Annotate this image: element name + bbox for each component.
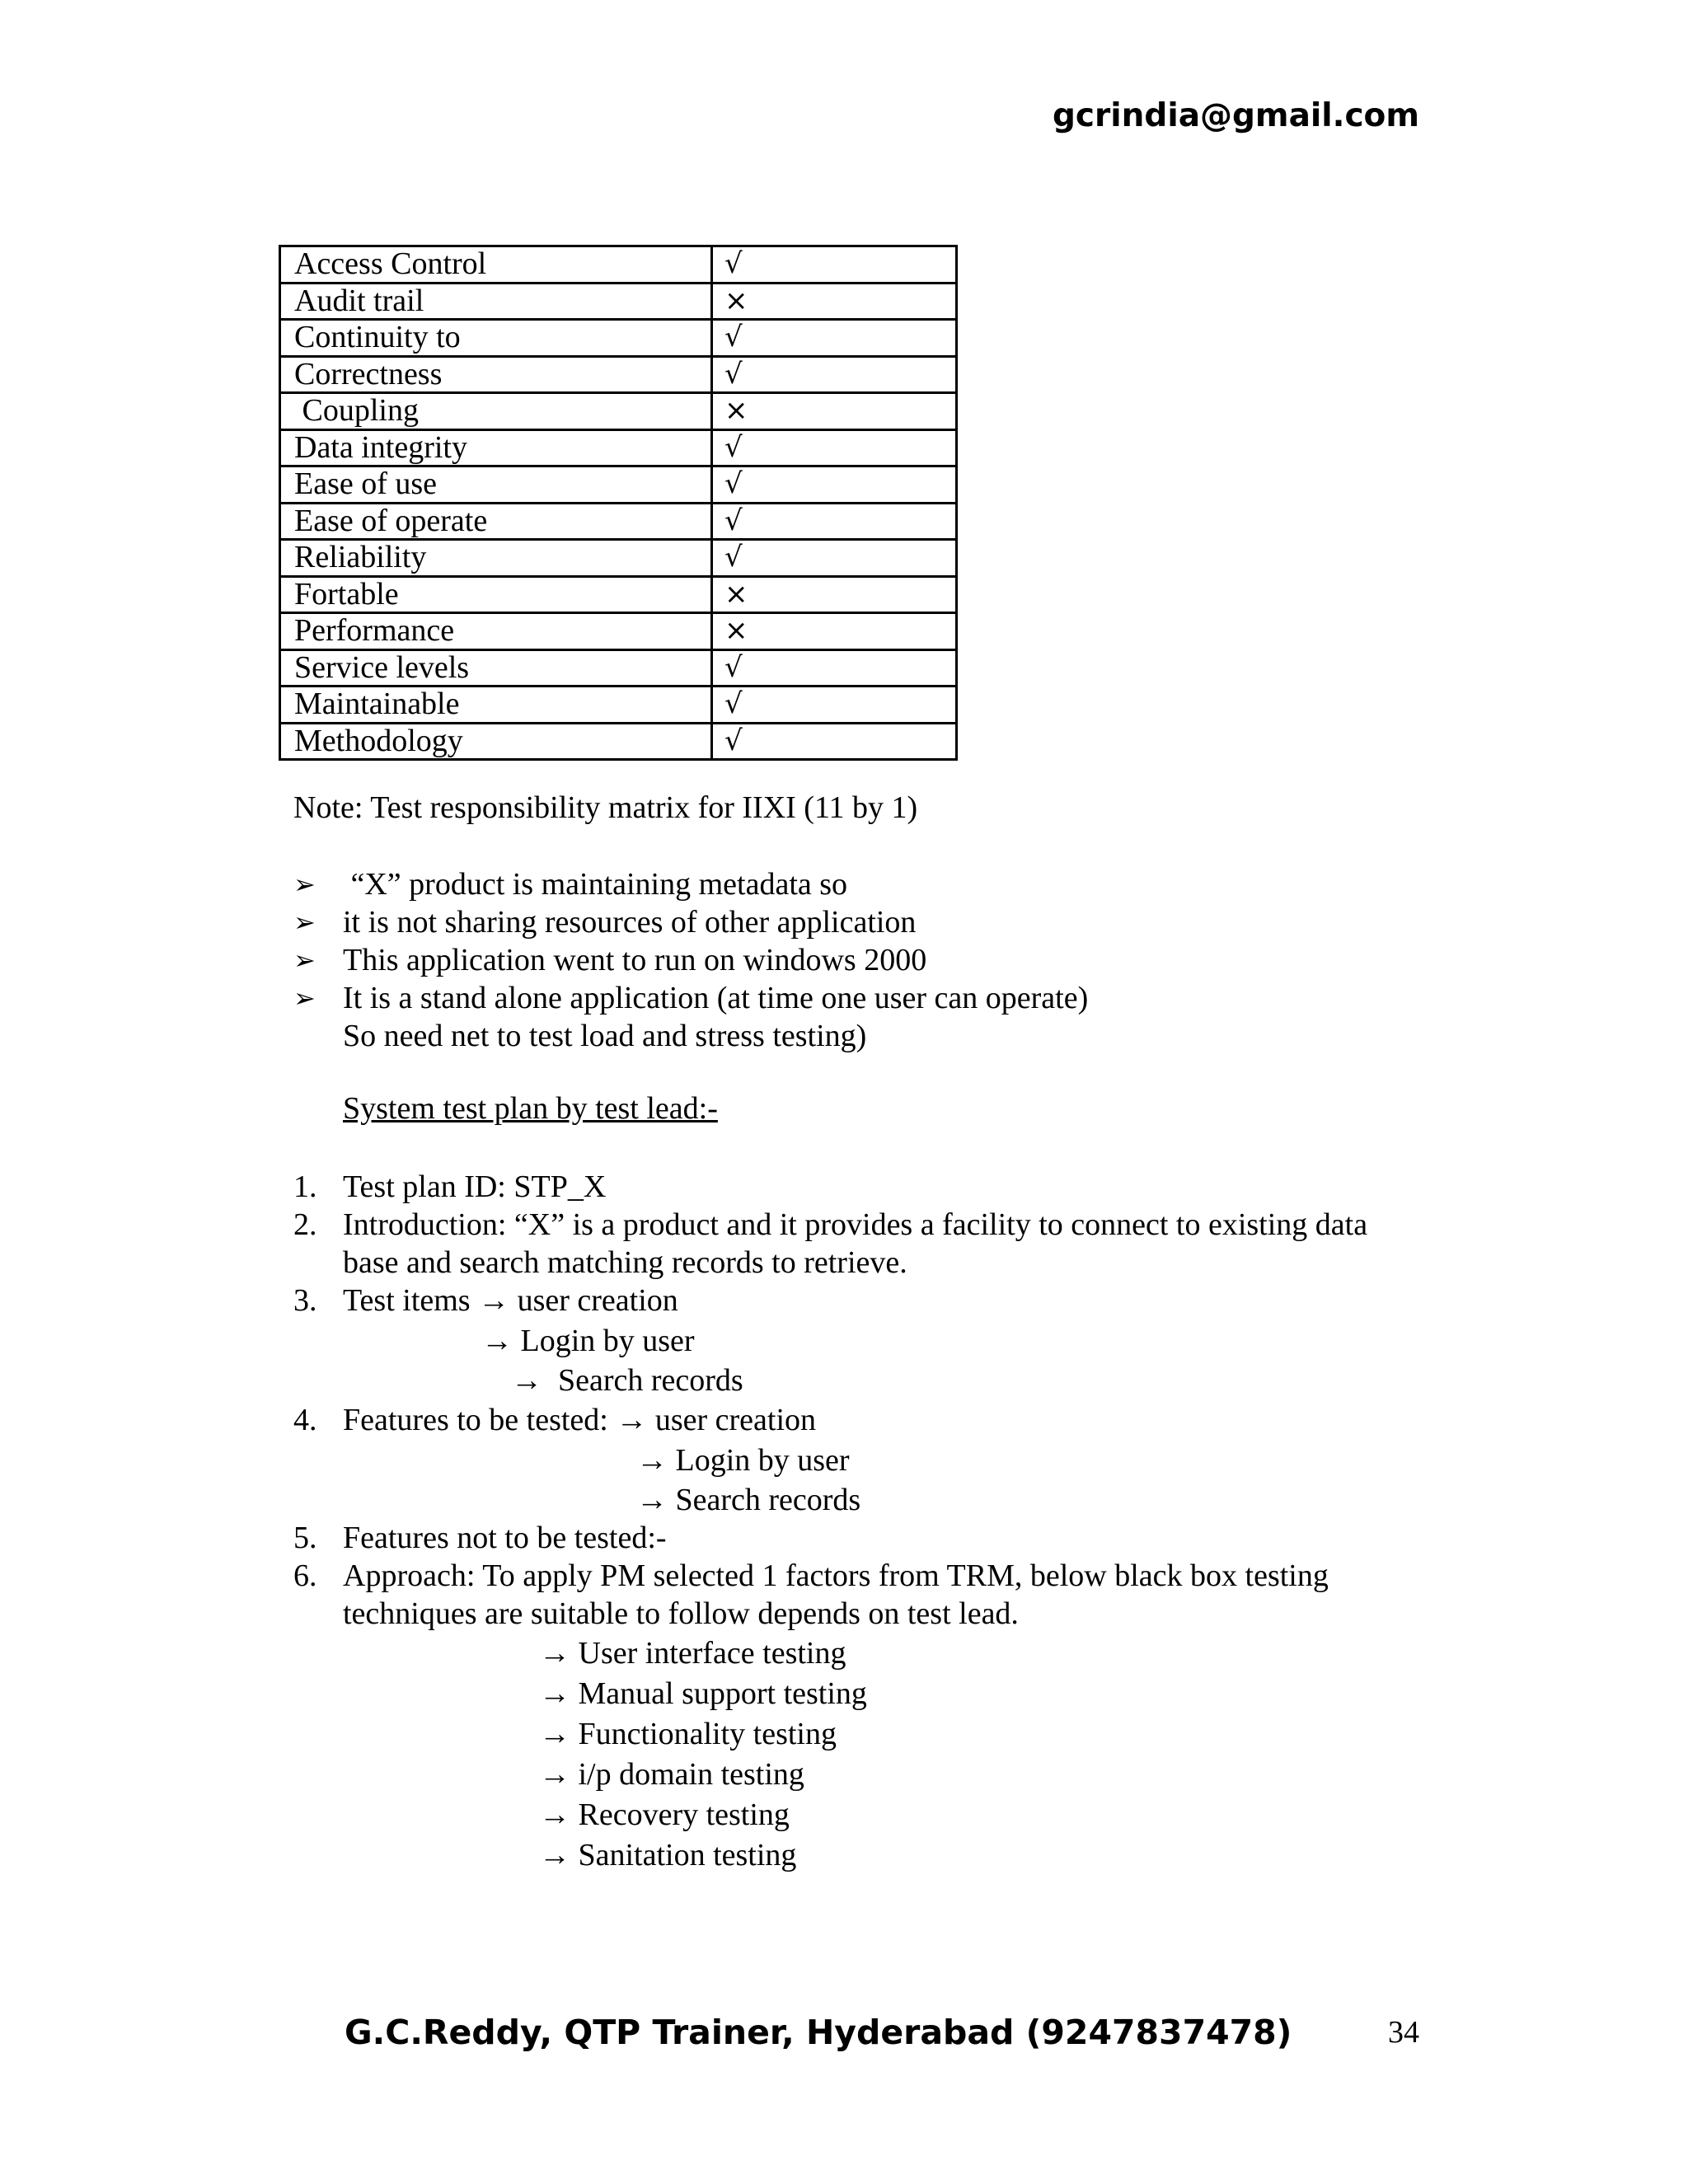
factor-cell: Ease of use <box>280 466 712 504</box>
factor-cell: Fortable <box>280 576 712 613</box>
test-responsibility-matrix <box>279 245 958 761</box>
table-row <box>280 687 957 724</box>
factor-cell: Reliability <box>280 540 712 577</box>
table-row <box>280 356 957 393</box>
mark-cell: √ <box>712 503 957 540</box>
technique-item: → Functionality testing <box>539 1717 837 1751</box>
mark-cell: × <box>712 613 957 650</box>
table-row <box>280 576 957 613</box>
factor-cell: Data integrity <box>280 429 712 466</box>
item-number: 4. <box>293 1403 317 1437</box>
plan-item-text: Features not to be tested:- <box>343 1521 667 1555</box>
mark-cell: √ <box>712 687 957 724</box>
mark-cell: √ <box>712 466 957 504</box>
factor-cell: Correctness <box>280 356 712 393</box>
factor-cell: Service levels <box>280 649 712 687</box>
table-row <box>280 429 957 466</box>
table-row <box>280 283 957 320</box>
mark-cell: √ <box>712 429 957 466</box>
technique-item: → Sanitation testing <box>539 1838 797 1872</box>
arrow-bullet-icon: ➢ <box>293 907 316 938</box>
mark-cell: × <box>712 576 957 613</box>
arrow-bullet-icon: ➢ <box>293 869 316 900</box>
table-row <box>280 613 957 650</box>
list-item <box>293 941 1088 979</box>
section-heading: System test plan by test lead:- <box>343 1091 718 1126</box>
mark-cell: × <box>712 283 957 320</box>
technique-item: → Manual support testing <box>539 1676 867 1711</box>
bullet-text: It is a stand alone application (at time one user can operate) <box>343 981 1089 1015</box>
table-row <box>280 723 957 760</box>
technique-item: → User interface testing <box>539 1636 846 1671</box>
table-row <box>280 246 957 284</box>
mark-cell: √ <box>712 356 957 393</box>
factor-cell: Performance <box>280 613 712 650</box>
mark-cell: √ <box>712 649 957 687</box>
mark-cell: √ <box>712 540 957 577</box>
header-email: gcrindia@gmail.com <box>1053 97 1419 134</box>
factor-cell: Methodology <box>280 723 712 760</box>
factor-cell: Access Control <box>280 246 712 284</box>
mark-cell: × <box>712 393 957 430</box>
factor-cell: Audit trail <box>280 283 712 320</box>
plan-sub-item: → Search records <box>636 1483 861 1517</box>
factor-cell: Continuity to <box>280 320 712 357</box>
plan-item-text: techniques are suitable to follow depends on test lead. <box>343 1596 1019 1631</box>
mark-cell: √ <box>712 320 957 357</box>
factor-cell: Maintainable <box>280 687 712 724</box>
page-number: 34 <box>1388 2015 1419 2050</box>
plan-item-text: base and search matching records to retrieve. <box>343 1245 907 1280</box>
bullet-text: “X” product is maintaining metadata so <box>343 867 848 902</box>
plan-item-text: Approach: To apply PM selected 1 factors from TRM, below black box testing <box>343 1558 1329 1593</box>
list-item <box>293 903 1088 941</box>
mark-cell: √ <box>712 723 957 760</box>
mark-cell: √ <box>712 246 957 284</box>
plan-item-text: Test items → user creation <box>343 1283 678 1318</box>
plan-item-text: Features to be tested: → user creation <box>343 1403 817 1437</box>
technique-item: → i/p domain testing <box>539 1757 804 1792</box>
bullet-continuation: So need net to test load and stress testing) <box>343 1019 867 1053</box>
bullet-text: This application went to run on windows 2000 <box>343 943 927 977</box>
item-number: 2. <box>293 1207 317 1242</box>
table-row <box>280 540 957 577</box>
table-note: Note: Test responsibility matrix for IIXI (11 by 1) <box>293 790 918 825</box>
item-number: 3. <box>293 1283 317 1318</box>
factor-cell: Ease of operate <box>280 503 712 540</box>
list-item <box>293 979 1088 1017</box>
plan-sub-item: → Search records <box>511 1363 743 1398</box>
table-row <box>280 649 957 687</box>
technique-item: → Recovery testing <box>539 1797 790 1832</box>
item-number: 1. <box>293 1169 317 1204</box>
bullet-list <box>293 865 1088 1055</box>
bullet-text: it is not sharing resources of other application <box>343 905 917 940</box>
arrow-bullet-icon: ➢ <box>293 982 316 1014</box>
plan-sub-item: → Login by user <box>481 1324 695 1358</box>
item-number: 6. <box>293 1558 317 1593</box>
table-row <box>280 503 957 540</box>
item-number: 5. <box>293 1521 317 1555</box>
plan-item-text: Test plan ID: STP_X <box>343 1169 607 1204</box>
table-row <box>280 393 957 430</box>
arrow-bullet-icon: ➢ <box>293 944 316 976</box>
footer-text: G.C.Reddy, QTP Trainer, Hyderabad (9247837478) <box>345 2013 1292 2052</box>
factor-cell: Coupling <box>280 393 712 430</box>
table-row <box>280 320 957 357</box>
plan-sub-item: → Login by user <box>636 1443 850 1478</box>
list-item <box>293 865 1088 903</box>
plan-item-text: Introduction: “X” is a product and it provides a facility to connect to existing data <box>343 1207 1368 1242</box>
table-row <box>280 466 957 504</box>
